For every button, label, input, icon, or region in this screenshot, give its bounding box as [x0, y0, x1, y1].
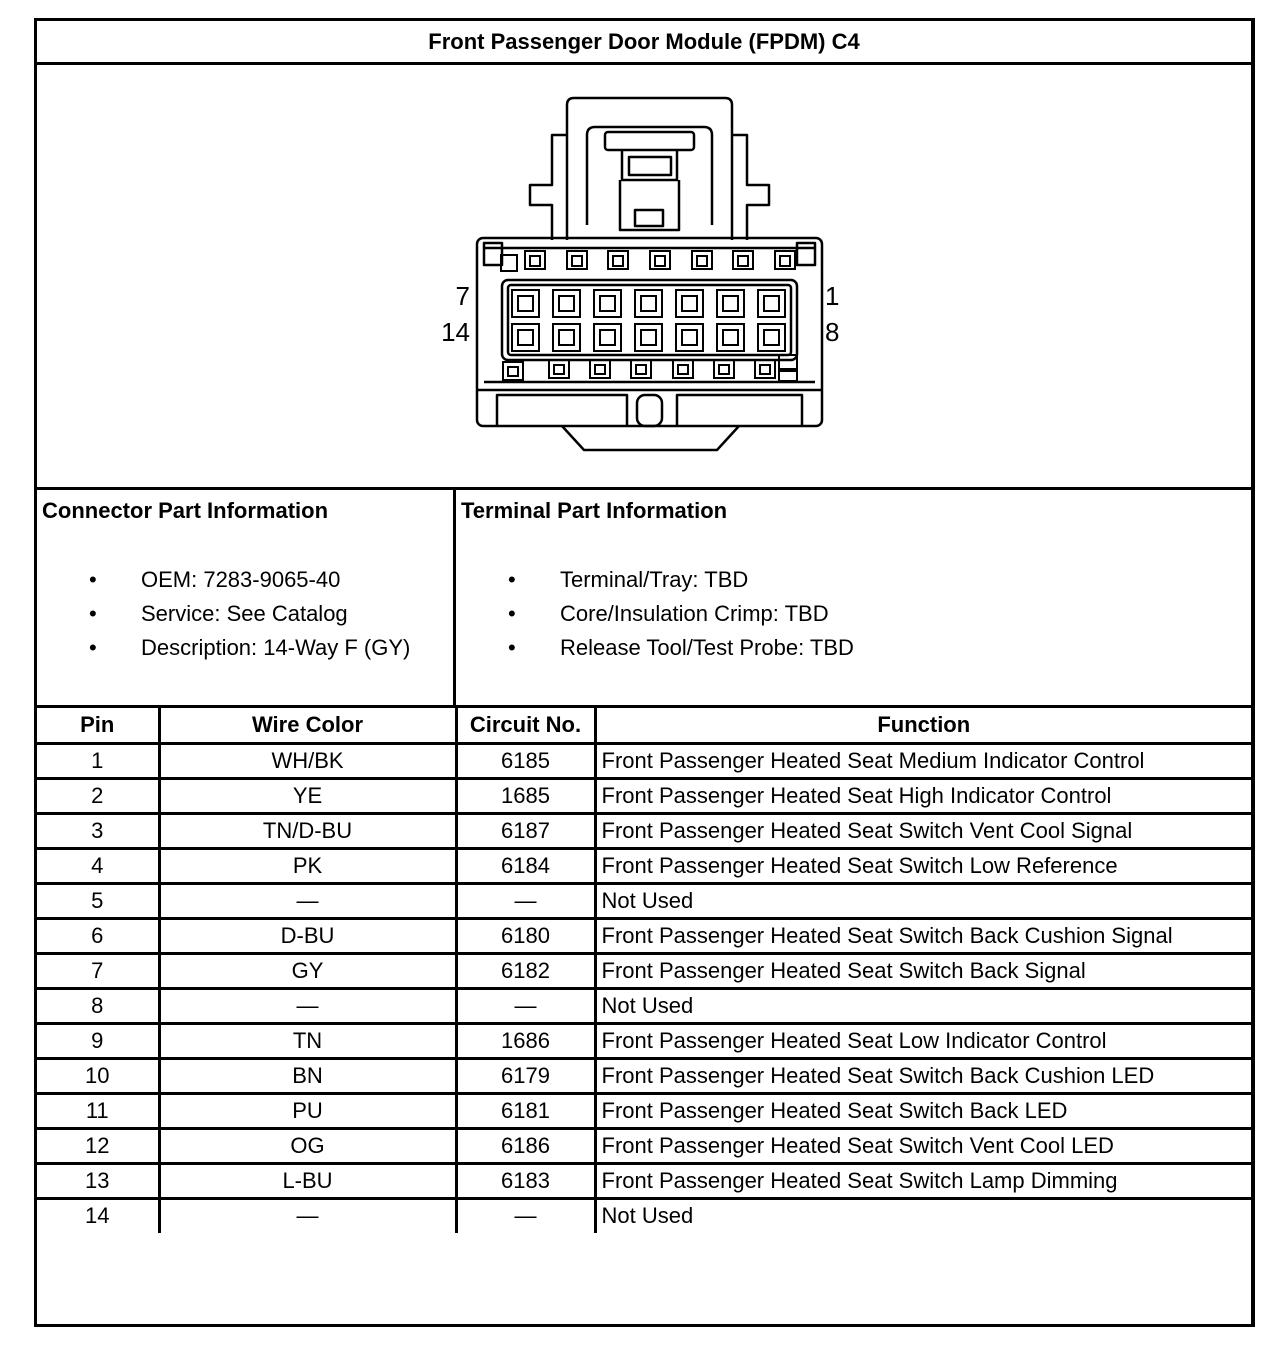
pin-cell: 2 — [37, 778, 159, 813]
circuit-cell: 6186 — [456, 1128, 595, 1163]
function-cell: Front Passenger Heated Seat Switch Back LED — [595, 1093, 1251, 1128]
connector-bottom-lip — [562, 426, 739, 450]
header-circuit-no: Circuit No. — [456, 708, 595, 743]
wire-color-cell: L-BU — [159, 1163, 456, 1198]
table-row — [37, 1163, 1251, 1198]
table-row — [37, 1058, 1251, 1093]
wire-color-cell: YE — [159, 778, 456, 813]
function-cell: Front Passenger Heated Seat Switch Lamp Dimming — [595, 1163, 1251, 1198]
function-cell: Front Passenger Heated Seat Switch Low Reference — [595, 848, 1251, 883]
function-cell: Front Passenger Heated Seat Switch Vent Cool LED — [595, 1128, 1251, 1163]
pin-label-1: 1 — [825, 281, 840, 311]
page-title: Front Passenger Door Module (FPDM) C4 — [37, 21, 1251, 65]
latch-top-bar — [605, 132, 694, 150]
bullet: • — [89, 635, 97, 660]
latch-window — [629, 157, 671, 175]
pin-cell: 10 — [37, 1058, 159, 1093]
table-row — [37, 813, 1251, 848]
latch-outer-arm — [732, 135, 769, 240]
circuit-cell: 6182 — [456, 953, 595, 988]
latch-outer-arm — [530, 135, 567, 240]
table-row — [37, 1128, 1251, 1163]
pin-cell: 11 — [37, 1093, 159, 1128]
bullet: • — [89, 601, 97, 626]
table-row — [37, 918, 1251, 953]
wire-color-cell: PK — [159, 848, 456, 883]
pin-cell: 14 — [37, 1198, 159, 1233]
pinout-table — [37, 708, 1251, 1233]
function-cell: Front Passenger Heated Seat Switch Back Cushion Signal — [595, 918, 1251, 953]
connector-diagram-panel — [37, 65, 1251, 490]
table-header-row — [37, 708, 1251, 743]
wire-color-cell: BN — [159, 1058, 456, 1093]
keyway — [637, 395, 662, 426]
terminal-part-info — [456, 490, 1251, 705]
table-row — [37, 1023, 1251, 1058]
body-top-corner-right — [797, 243, 815, 265]
bullet: • — [508, 601, 516, 626]
terminal-tray: Terminal/Tray: TBD — [560, 567, 749, 592]
header-pin: Pin — [37, 708, 159, 743]
table-row — [37, 1198, 1251, 1233]
list-item — [89, 567, 410, 601]
circuit-cell: 1685 — [456, 778, 595, 813]
list-item — [508, 635, 854, 669]
table-row — [37, 743, 1251, 778]
connector-sheet — [34, 18, 1255, 1327]
connector-part-info — [37, 490, 456, 705]
header-wire-color: Wire Color — [159, 708, 456, 743]
part-information-panel — [37, 490, 1251, 708]
skirt-left — [497, 395, 627, 426]
circuit-cell: 6180 — [456, 918, 595, 953]
pin-cell: 1 — [37, 743, 159, 778]
function-cell: Front Passenger Heated Seat Switch Back Signal — [595, 953, 1251, 988]
circuit-cell: — — [456, 883, 595, 918]
pin-cell: 12 — [37, 1128, 159, 1163]
function-cell: Not Used — [595, 883, 1251, 918]
pin-cell: 9 — [37, 1023, 159, 1058]
list-item — [508, 567, 854, 601]
circuit-cell: 1686 — [456, 1023, 595, 1058]
pin-cell: 13 — [37, 1163, 159, 1198]
skirt-right — [677, 395, 802, 426]
connector-service: Service: See Catalog — [141, 601, 348, 626]
table-row — [37, 778, 1251, 813]
pin-label-8: 8 — [825, 317, 840, 347]
function-cell: Front Passenger Heated Seat Low Indicator Control — [595, 1023, 1251, 1058]
table-row — [37, 988, 1251, 1023]
pin-cell: 4 — [37, 848, 159, 883]
circuit-cell: 6179 — [456, 1058, 595, 1093]
pin-cell: 7 — [37, 953, 159, 988]
header-function: Function — [595, 708, 1251, 743]
wire-color-cell: D-BU — [159, 918, 456, 953]
circuit-cell: — — [456, 1198, 595, 1233]
latch-housing — [567, 98, 732, 240]
bullet: • — [508, 635, 516, 660]
table-row — [37, 953, 1251, 988]
table-row — [37, 848, 1251, 883]
terminal-info-title: Terminal Part Information — [461, 498, 728, 523]
table-row — [37, 883, 1251, 918]
wire-color-cell: OG — [159, 1128, 456, 1163]
circuit-cell: 6184 — [456, 848, 595, 883]
wire-color-cell: — — [159, 1198, 456, 1233]
upper-window-row — [501, 251, 795, 271]
function-cell: Not Used — [595, 1198, 1251, 1233]
function-cell: Front Passenger Heated Seat Switch Vent Cool Signal — [595, 813, 1251, 848]
function-cell: Front Passenger Heated Seat Switch Back Cushion LED — [595, 1058, 1251, 1093]
list-item — [89, 635, 410, 669]
circuit-cell: 6181 — [456, 1093, 595, 1128]
function-cell: Not Used — [595, 988, 1251, 1023]
list-item — [89, 601, 410, 635]
wire-color-cell: WH/BK — [159, 743, 456, 778]
function-cell: Front Passenger Heated Seat High Indicator Control — [595, 778, 1251, 813]
bullet: • — [508, 567, 516, 592]
terminal-info-list — [508, 567, 854, 669]
circuit-cell: — — [456, 988, 595, 1023]
wire-color-cell: — — [159, 883, 456, 918]
latch-stem — [620, 180, 679, 230]
connector-info-title: Connector Part Information — [42, 498, 329, 523]
wire-color-cell: TN/D-BU — [159, 813, 456, 848]
list-item — [508, 601, 854, 635]
latch-slot — [635, 210, 663, 226]
cavity-frame — [502, 280, 797, 360]
circuit-cell: 6187 — [456, 813, 595, 848]
terminal-release-tool: Release Tool/Test Probe: TBD — [560, 635, 854, 660]
wire-color-cell: PU — [159, 1093, 456, 1128]
wire-color-cell: — — [159, 988, 456, 1023]
connector-face-drawing — [37, 65, 1251, 487]
circuit-cell: 6183 — [456, 1163, 595, 1198]
terminal-crimp: Core/Insulation Crimp: TBD — [560, 601, 829, 626]
pin-cell: 5 — [37, 883, 159, 918]
pin-cell: 3 — [37, 813, 159, 848]
wire-color-cell: TN — [159, 1023, 456, 1058]
circuit-cell: 6185 — [456, 743, 595, 778]
body-top-corner-left — [484, 243, 502, 265]
pin-cavities — [512, 290, 785, 351]
connector-description: Description: 14-Way F (GY) — [141, 635, 411, 660]
pin-cell: 6 — [37, 918, 159, 953]
connector-oem: OEM: 7283-9065-40 — [141, 567, 341, 592]
wire-color-cell: GY — [159, 953, 456, 988]
connector-info-list — [89, 567, 410, 669]
pin-label-7: 7 — [455, 281, 470, 311]
pin-label-14: 14 — [441, 317, 470, 347]
bullet: • — [89, 567, 97, 592]
function-cell: Front Passenger Heated Seat Medium Indicator Control — [595, 743, 1251, 778]
pin-cell: 8 — [37, 988, 159, 1023]
table-row — [37, 1093, 1251, 1128]
